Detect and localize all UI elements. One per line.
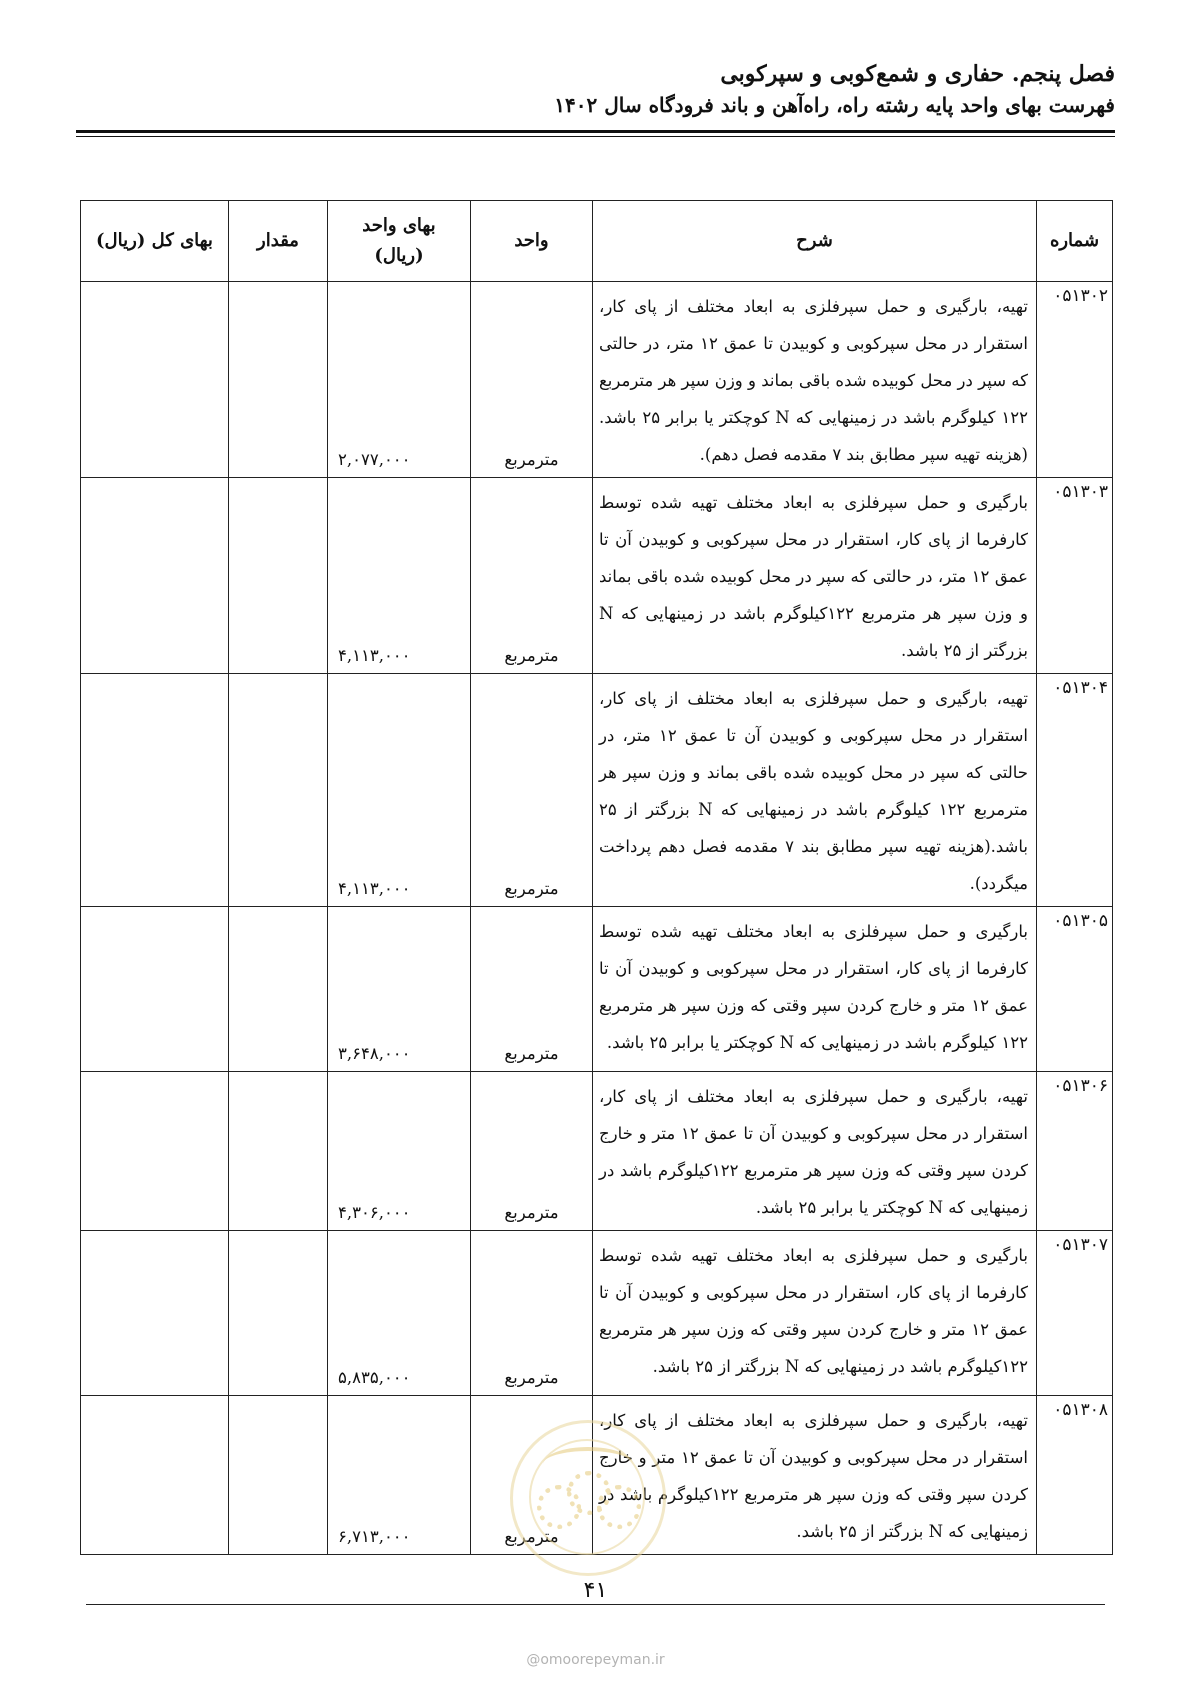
item-total-price — [81, 478, 229, 674]
header-unit-price-line2: (ریال) — [374, 245, 424, 266]
header-unit-price-line1: بهای واحد — [362, 215, 436, 236]
header-code: شماره — [1037, 201, 1113, 282]
header-total-price: بهای کل (ریال) — [81, 201, 229, 282]
item-unit-price: ۲,۰۷۷,۰۰۰ — [328, 282, 471, 478]
item-total-price — [81, 1231, 229, 1396]
item-unit: مترمربع — [471, 1072, 593, 1231]
item-code: ۰۵۱۳۰۷ — [1037, 1231, 1113, 1396]
item-description: تهیه، بارگیری و حمل سپرفلزی به ابعاد مختلف از پای کار، استقرار در محل سپرکوبی و کوبیدن تا عمق ۱۲ متر، در حالتی که سپر در محل کوبیده شده باقی بماند و وزن سپر هر مترمربع ۱۲۲ کیلوگرم باشد در زمینهایی که N کوچکتر یا برابر ۲۵ باشد.(هزینه تهیه سپر مطابق بند ۷ مقدمه فصل دهم). — [593, 282, 1037, 478]
item-description: تهیه، بارگیری و حمل سپرفلزی به ابعاد مختلف از پای کار، استقرار در محل سپرکوبی و کوبیدن آن تا عمق ۱۲ متر و خارج کردن سپر وقتی که وزن سپر هر مترمربع ۱۲۲کیلوگرم باشد در زمینهایی که N بزرگتر از ۲۵ باشد. — [593, 1396, 1037, 1555]
item-unit-price: ۴,۱۱۳,۰۰۰ — [328, 674, 471, 907]
item-description: بارگیری و حمل سپرفلزی به ابعاد مختلف تهیه شده توسط کارفرما از پای کار، استقرار در محل سپرکوبی و کوبیدن آن تا عمق ۱۲ متر و خارج کردن سپر وقتی که وزن سپر هر مترمربع ۱۲۲کیلوگرم باشد در زمینهایی که N بزرگتر از ۲۵ باشد. — [593, 1231, 1037, 1396]
item-unit: مترمربع — [471, 478, 593, 674]
item-description: بارگیری و حمل سپرفلزی به ابعاد مختلف تهیه شده توسط کارفرما از پای کار، استقرار در محل سپرکوبی و کوبیدن آن تا عمق ۱۲ متر، در حالتی که سپر در محل کوبیده شده باقی بماند و وزن سپر هر مترمربع ۱۲۲کیلوگرم باشد در زمینهایی که N بزرگتر از ۲۵ باشد. — [593, 478, 1037, 674]
website-watermark: @omoorepeyman.ir — [526, 1652, 665, 1668]
header-description: شرح — [593, 201, 1037, 282]
table-header-row — [81, 201, 1113, 282]
item-quantity — [229, 282, 328, 478]
table-row — [81, 1231, 1113, 1396]
item-quantity — [229, 1396, 328, 1555]
item-code: ۰۵۱۳۰۴ — [1037, 674, 1113, 907]
chapter-title: فصل پنجم. حفاری و شمع‌کوبی و سپرکوبی — [720, 61, 1115, 87]
item-unit: مترمربع — [471, 1396, 593, 1555]
item-total-price — [81, 674, 229, 907]
item-unit: مترمربع — [471, 907, 593, 1072]
page-number: ۴۱ — [583, 1578, 608, 1603]
header-rule-thick — [76, 130, 1115, 133]
item-code: ۰۵۱۳۰۳ — [1037, 478, 1113, 674]
item-code: ۰۵۱۳۰۵ — [1037, 907, 1113, 1072]
item-description: تهیه، بارگیری و حمل سپرفلزی به ابعاد مختلف از پای کار، استقرار در محل سپرکوبی و کوبیدن آن تا عمق ۱۲ متر و خارج کردن سپر وقتی که وزن سپر هر مترمربع ۱۲۲کیلوگرم باشد در زمینهایی که N کوچکتر یا برابر ۲۵ باشد. — [593, 1072, 1037, 1231]
table-row — [81, 1396, 1113, 1555]
item-code: ۰۵۱۳۰۸ — [1037, 1396, 1113, 1555]
item-quantity — [229, 478, 328, 674]
table-row — [81, 282, 1113, 478]
item-quantity — [229, 1231, 328, 1396]
header-unit-price — [328, 201, 471, 282]
footer-rule — [86, 1604, 1105, 1605]
header-rule-thin — [76, 136, 1115, 137]
item-quantity — [229, 674, 328, 907]
table-row — [81, 674, 1113, 907]
item-quantity — [229, 907, 328, 1072]
page-header — [76, 58, 1115, 120]
header-quantity: مقدار — [229, 201, 328, 282]
item-unit-price: ۶,۷۱۳,۰۰۰ — [328, 1396, 471, 1555]
item-unit: مترمربع — [471, 674, 593, 907]
table-row — [81, 907, 1113, 1072]
item-unit-price: ۵,۸۳۵,۰۰۰ — [328, 1231, 471, 1396]
item-total-price — [81, 1072, 229, 1231]
item-description: تهیه، بارگیری و حمل سپرفلزی به ابعاد مختلف از پای کار، استقرار در محل سپرکوبی و کوبیدن آن تا عمق ۱۲ متر، در حالتی که سپر در محل کوبیده شده باقی بماند و وزن سپر هر مترمربع ۱۲۲ کیلوگرم باشد در زمینهایی که N بزرگتر از ۲۵ باشد.(هزینه تهیه سپر مطابق بند ۷ مقدمه فصل دهم پرداخت میگردد). — [593, 674, 1037, 907]
item-unit-price: ۴,۳۰۶,۰۰۰ — [328, 1072, 471, 1231]
item-total-price — [81, 907, 229, 1072]
item-description: بارگیری و حمل سپرفلزی به ابعاد مختلف تهیه شده توسط کارفرما از پای کار، استقرار در محل سپرکوبی و کوبیدن آن تا عمق ۱۲ متر و خارج کردن سپر وقتی که وزن سپر هر مترمربع ۱۲۲ کیلوگرم باشد در زمینهایی که N کوچکتر یا برابر ۲۵ باشد. — [593, 907, 1037, 1072]
item-quantity — [229, 1072, 328, 1231]
price-table — [80, 200, 1113, 1555]
item-unit: مترمربع — [471, 282, 593, 478]
item-code: ۰۵۱۳۰۶ — [1037, 1072, 1113, 1231]
item-unit-price: ۳,۶۴۸,۰۰۰ — [328, 907, 471, 1072]
table-row — [81, 478, 1113, 674]
document-subtitle: فهرست بهای واحد پایه رشته راه، راه‌آهن و باند فرودگاه سال ۱۴۰۲ — [554, 93, 1115, 117]
item-code: ۰۵۱۳۰۲ — [1037, 282, 1113, 478]
item-unit: مترمربع — [471, 1231, 593, 1396]
item-total-price — [81, 282, 229, 478]
item-total-price — [81, 1396, 229, 1555]
header-unit: واحد — [471, 201, 593, 282]
table-row — [81, 1072, 1113, 1231]
item-unit-price: ۴,۱۱۳,۰۰۰ — [328, 478, 471, 674]
